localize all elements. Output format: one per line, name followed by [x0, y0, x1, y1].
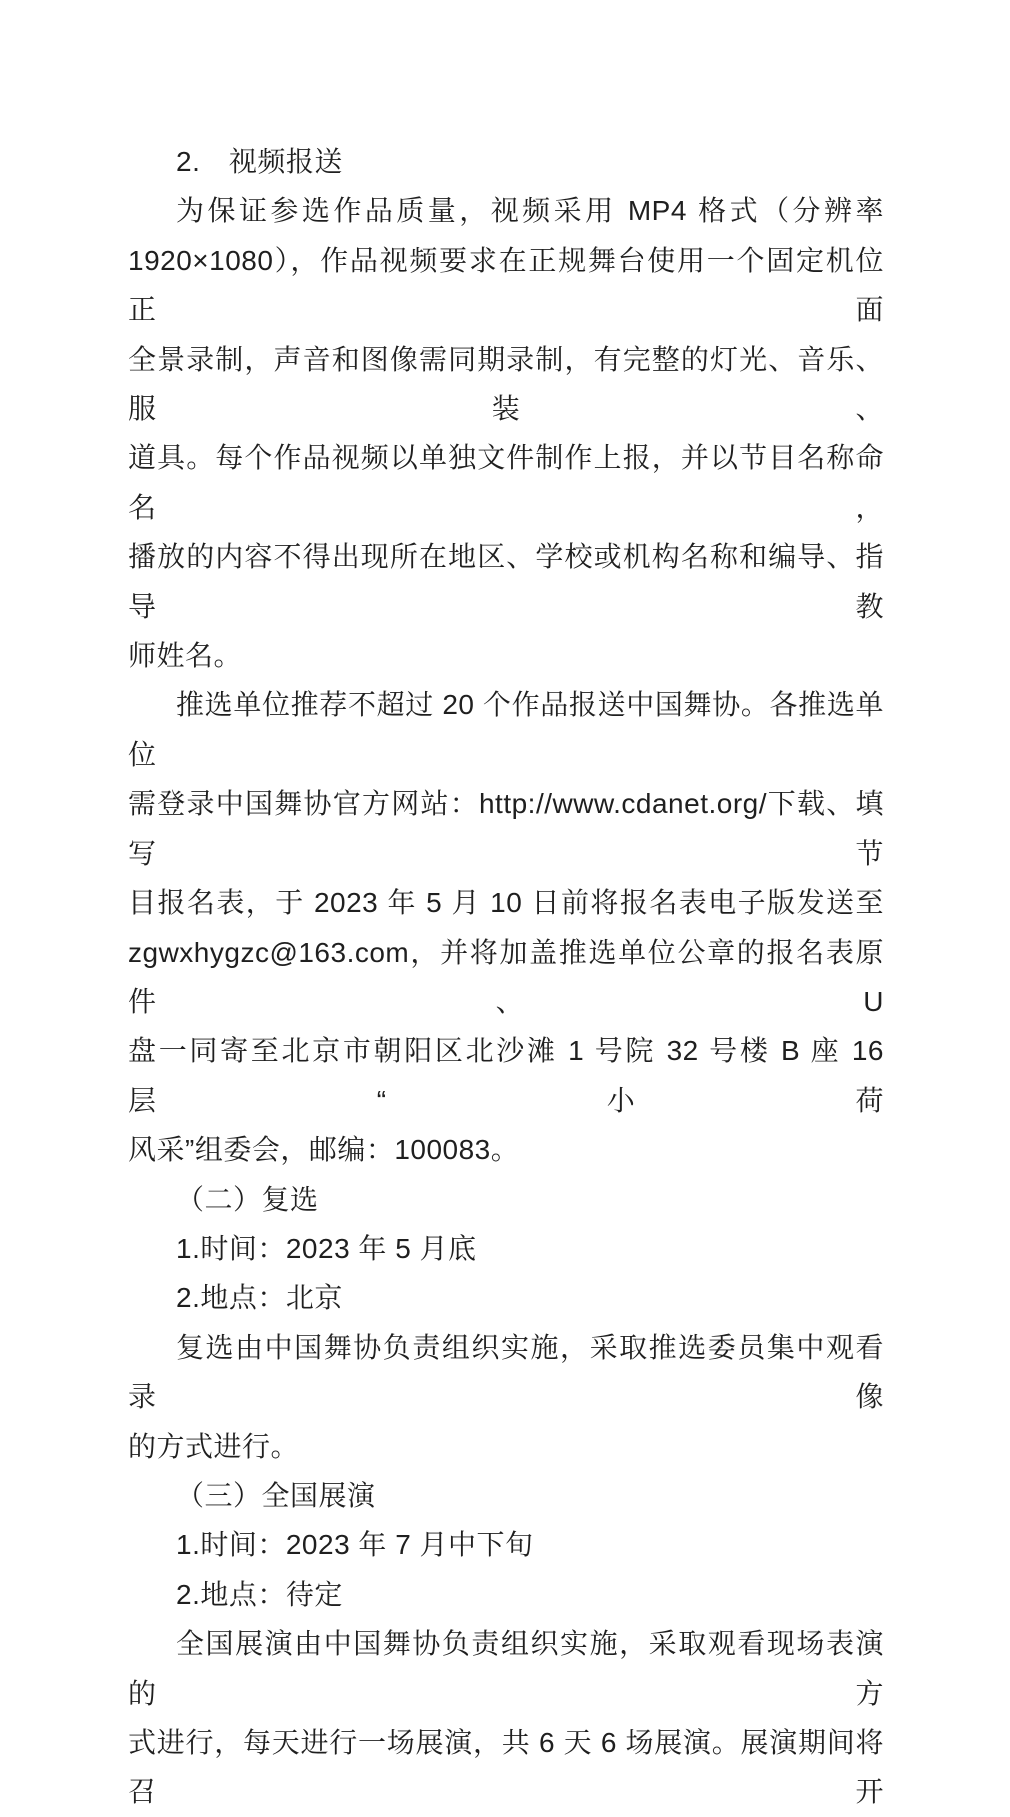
- text-line: （二）复选: [176, 1183, 319, 1215]
- text-line: 全景录制，声音和图像需同期录制，有完整的灯光、音乐、服装、: [128, 343, 884, 425]
- text-line: 播放的内容不得出现所在地区、学校或机构名称和编导、指导教: [128, 541, 884, 622]
- text-line: 1.时间：2023 年 5 月底: [176, 1232, 477, 1264]
- text-line: 1.时间：2023 年 7 月中下旬: [176, 1529, 534, 1561]
- text-line: 的方式进行。: [128, 1430, 300, 1462]
- text-line: 师姓名。: [128, 640, 243, 672]
- text-line: 道具。每个作品视频以单独文件制作上报，并以节目名称命名，: [128, 442, 884, 523]
- text-line: 风采”组委会，邮编：100083。: [128, 1134, 520, 1166]
- text-line: zgwxhygzc@163.com，并将加盖推选单位公章的报名表原件、U: [128, 936, 884, 1017]
- text-line: 目报名表，于 2023 年 5 月 10 日前将报名表电子版发送至: [128, 887, 884, 919]
- text-line: 盘一同寄至北京市朝阳区北沙滩 1 号院 32 号楼 B 座 16 层“小荷: [128, 1035, 893, 1116]
- text-line: 复选由中国舞协负责组织实施，采取推选委员集中观看录像: [128, 1331, 884, 1413]
- text-line: 1920×1080），作品视频要求在正规舞台使用一个固定机位正面: [128, 244, 884, 326]
- text-line: （三）全国展演: [176, 1479, 376, 1511]
- text-line: 2.地点：待定: [176, 1578, 343, 1610]
- text-line: 2.地点：北京: [176, 1282, 343, 1314]
- document-body: [128, 137, 893, 1817]
- text-line: 推选单位推荐不超过 20 个作品报送中国舞协。各推选单位: [128, 689, 884, 770]
- text-line: 全国展演由中国舞协负责组织实施，采取观看现场表演的方: [128, 1628, 884, 1709]
- text-line: 为保证参选作品质量，视频采用 MP4 格式（分辨率: [176, 195, 884, 227]
- text-line: 需登录中国舞协官方网站：http://www.cdanet.org/下载、填写节: [128, 788, 884, 869]
- text-line: 式进行，每天进行一场展演，共 6 天 6 场展演。展演期间将召开: [128, 1727, 884, 1808]
- text-line: 2. 视频报送: [176, 146, 343, 177]
